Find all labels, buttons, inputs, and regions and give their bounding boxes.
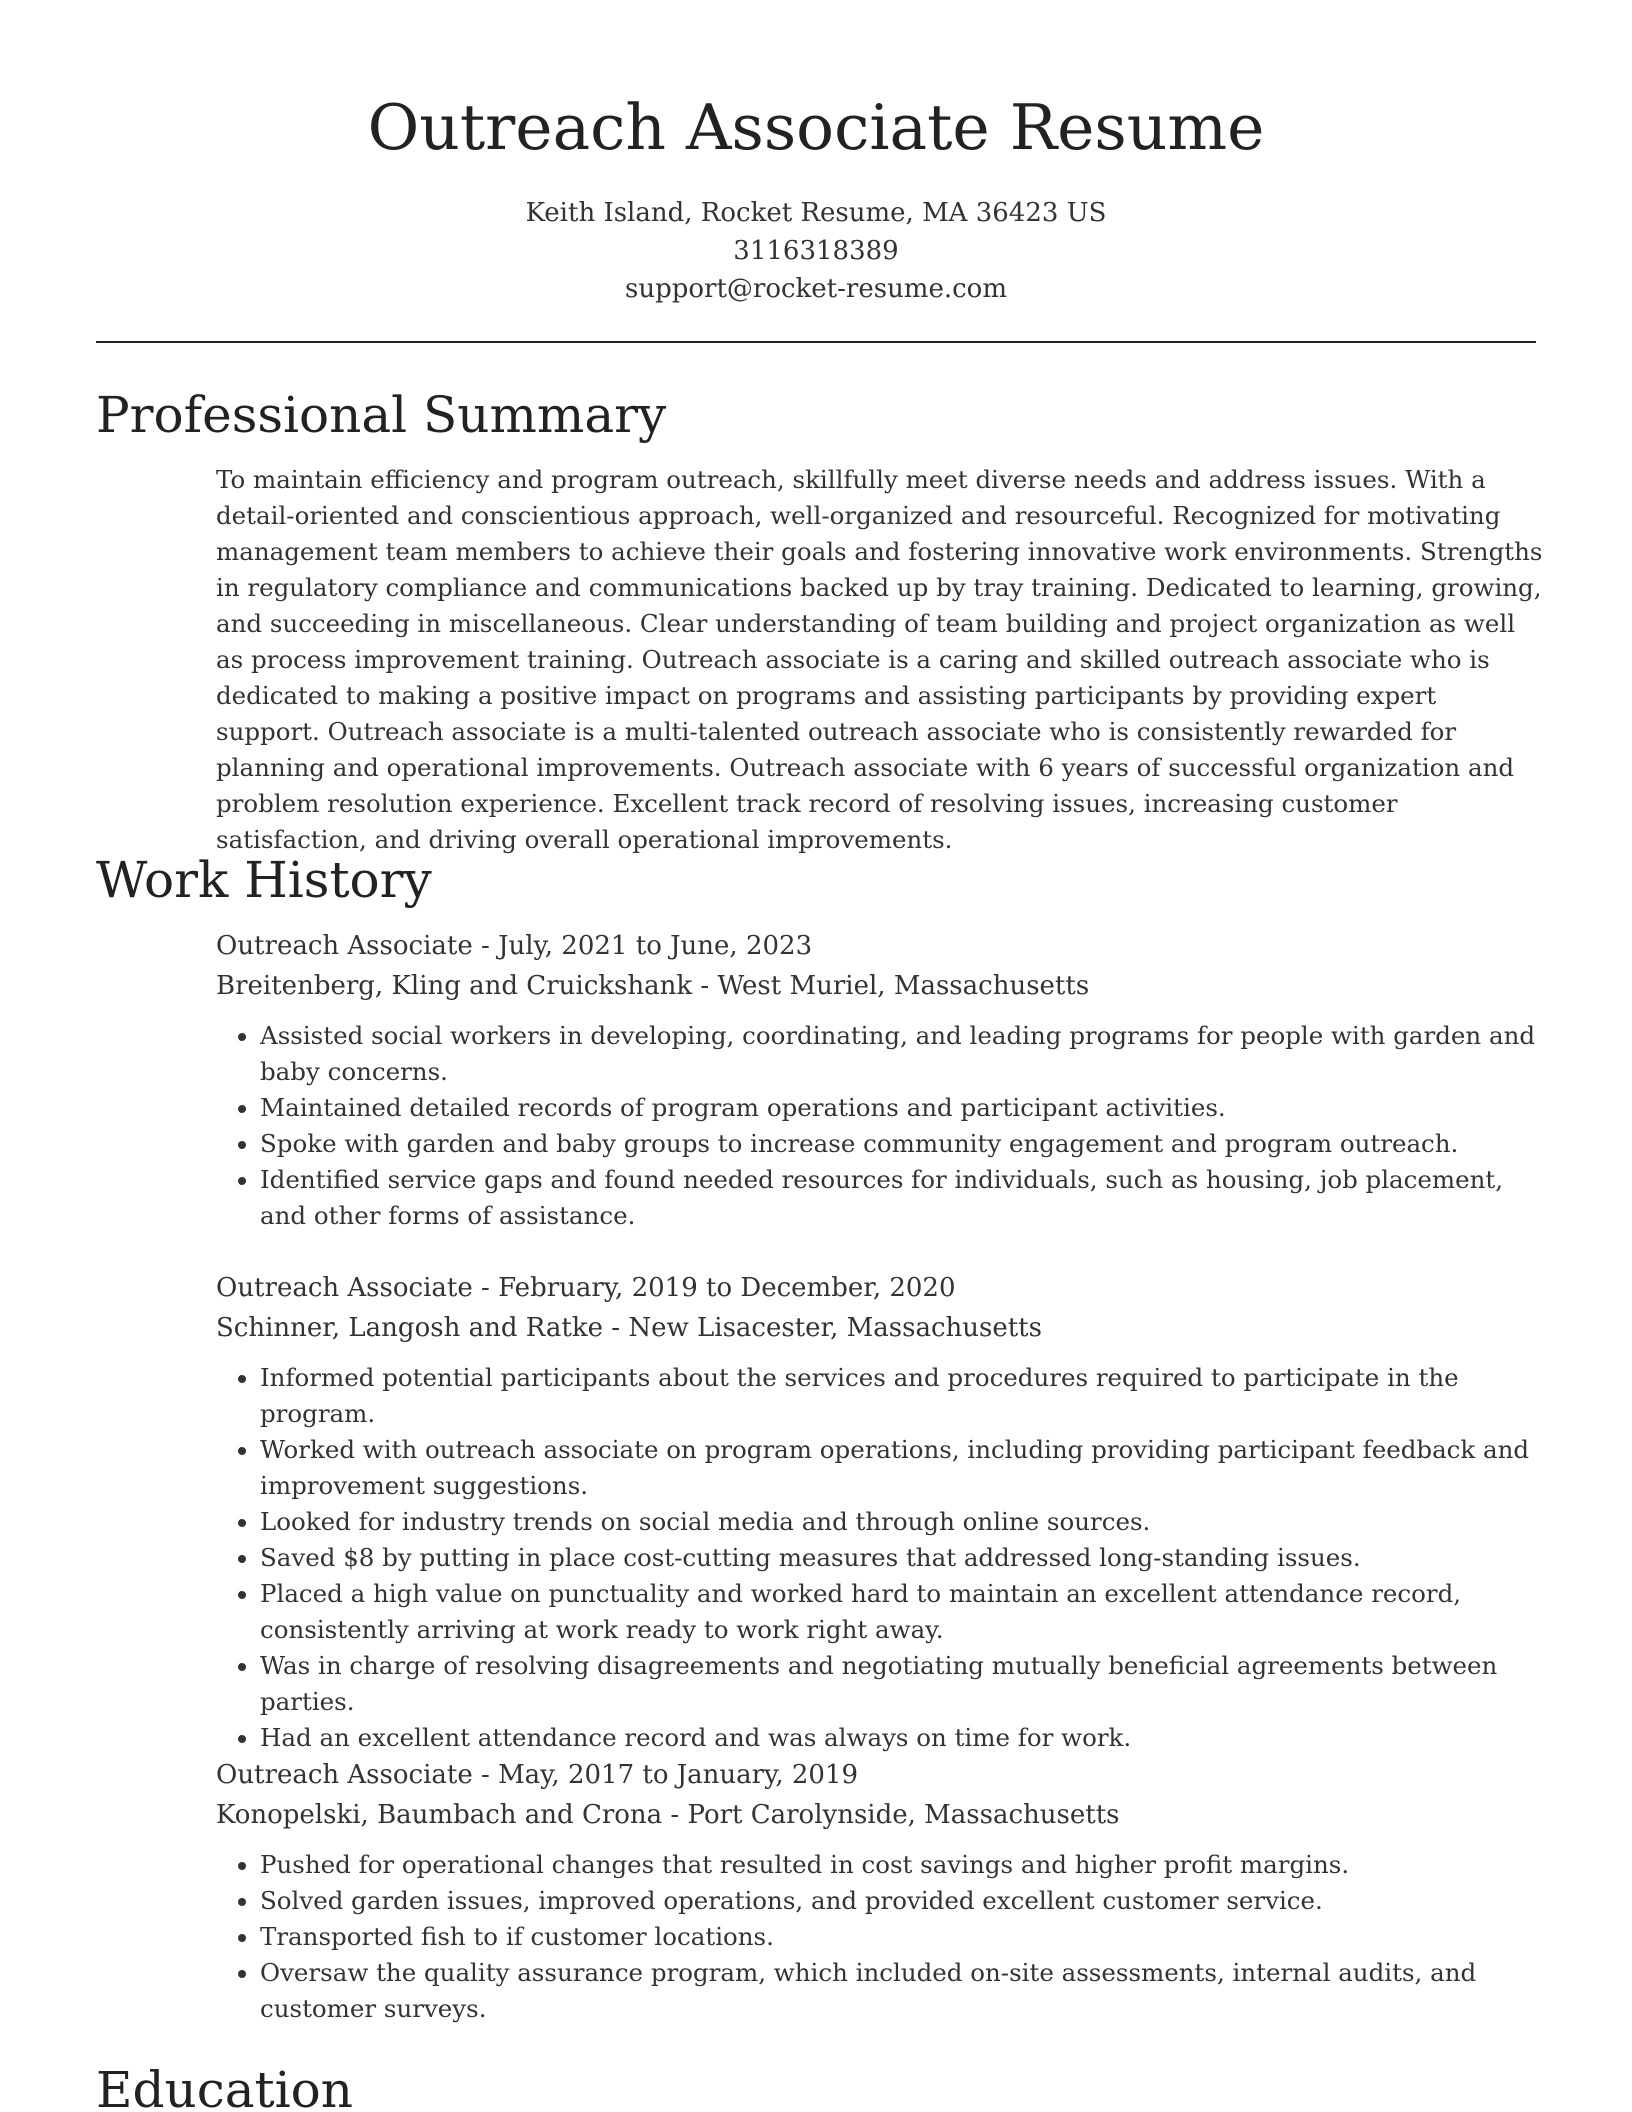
job-company: Schinner, Langosh and Ratke	[216, 1313, 603, 1343]
job-dates: July, 2021 to June, 2023	[498, 931, 813, 961]
section-heading-education: Education	[96, 2061, 353, 2112]
contact-block	[96, 194, 1536, 308]
job-title-line	[216, 926, 1546, 966]
job-dates: May, 2017 to January, 2019	[498, 1760, 859, 1790]
job-bullet-list	[216, 1360, 1546, 1756]
list-item: • Solved garden issues, improved operations, and provided excellent customer service.	[260, 1883, 1546, 1919]
job-company: Breitenberg, Kling and Cruickshank	[216, 971, 693, 1001]
list-item: • Assisted social workers in developing, coordinating, and leading programs for people with garden and baby concerns.	[260, 1018, 1546, 1090]
contact-email: support@rocket-resume.com	[624, 274, 1007, 304]
summary-paragraph: To maintain efficiency and program outreach, skillfully meet diverse needs and address issues. With a detail-oriented and conscientious approach, well-organized and resourceful. Recognized for motivating management team members to achieve their goals and fostering innovative work environments. Strengths in regulatory compliance and communications backed up by tray training. Dedicated to learning, growing, and succeeding in miscellaneous. Clear understanding of team building and project organization as well as process improvement training. Outreach associate is a caring and skilled outreach associate who is dedicated to making a positive impact on programs and assisting participants by providing expert support. Outreach associate is a multi-talented outreach associate who is consistently rewarded for planning and operational improvements. Outreach associate with 6 years of successful organization and problem resolution experience. Excellent track record of resolving issues, increasing customer satisfaction, and driving overall operational improvements.	[216, 465, 1543, 854]
section-heading-summary: Professional Summary	[96, 386, 667, 444]
separator: -	[692, 971, 718, 1001]
job-bullet-list	[216, 1018, 1546, 1234]
job-bullet-list	[216, 1847, 1546, 2027]
job-title: Outreach Associate	[216, 931, 473, 961]
contact-phone: 3116318389	[733, 236, 899, 266]
job-dates: February, 2019 to December, 2020	[498, 1273, 956, 1303]
job-title: Outreach Associate	[216, 1273, 473, 1303]
job-company-line	[216, 966, 1546, 1006]
job-company-line	[216, 1308, 1546, 1348]
contact-address: Keith Island, Rocket Resume, MA 36423 US	[525, 198, 1107, 228]
list-item: • Was in charge of resolving disagreements and negotiating mutually beneficial agreements between parties.	[260, 1648, 1546, 1720]
list-item: • Transported fish to if customer locations.	[260, 1919, 1546, 1955]
list-item: • Identified service gaps and found needed resources for individuals, such as housing, job placement, and other forms of assistance.	[260, 1162, 1546, 1234]
job-company-line	[216, 1795, 1546, 1835]
list-item: • Pushed for operational changes that resulted in cost savings and higher profit margins.	[260, 1847, 1546, 1883]
separator: -	[662, 1800, 688, 1830]
separator: -	[472, 931, 499, 961]
resume-header	[96, 88, 1536, 308]
job-location: West Muriel, Massachusetts	[717, 971, 1090, 1001]
list-item: • Placed a high value on punctuality and worked hard to maintain an excellent attendance record, consistently arriving at work ready to work right away.	[260, 1576, 1546, 1648]
list-item: • Spoke with garden and baby groups to increase community engagement and program outreach.	[260, 1126, 1546, 1162]
list-item: • Maintained detailed records of program operations and participant activities.	[260, 1090, 1546, 1126]
job-company: Konopelski, Baumbach and Crona	[216, 1800, 663, 1830]
job-entry-3	[216, 1755, 1546, 2027]
list-item: • Looked for industry trends on social media and through online sources.	[260, 1504, 1546, 1540]
separator: -	[472, 1760, 499, 1790]
page-title: Outreach Associate Resume	[367, 91, 1265, 164]
list-item: • Worked with outreach associate on program operations, including providing participant feedback and improvement suggestions.	[260, 1432, 1546, 1504]
job-entry-1	[216, 926, 1546, 1234]
job-title-line	[216, 1755, 1546, 1795]
job-title-line	[216, 1268, 1546, 1308]
list-item: • Informed potential participants about the services and procedures required to participate in the program.	[260, 1360, 1546, 1432]
job-entry-2	[216, 1268, 1546, 1756]
job-title: Outreach Associate	[216, 1760, 473, 1790]
separator: -	[603, 1313, 629, 1343]
list-item: • Saved $8 by putting in place cost-cutting measures that addressed long-standing issues.	[260, 1540, 1546, 1576]
header-divider	[96, 341, 1536, 343]
section-heading-work-history: Work History	[96, 851, 432, 909]
job-location: Port Carolynside, Massachusetts	[687, 1800, 1120, 1830]
job-location: New Lisacester, Massachusetts	[628, 1313, 1042, 1343]
list-item: • Oversaw the quality assurance program, which included on-site assessments, internal audits, and customer surveys.	[260, 1955, 1546, 2027]
list-item: • Had an excellent attendance record and was always on time for work.	[260, 1720, 1546, 1756]
separator: -	[472, 1273, 499, 1303]
